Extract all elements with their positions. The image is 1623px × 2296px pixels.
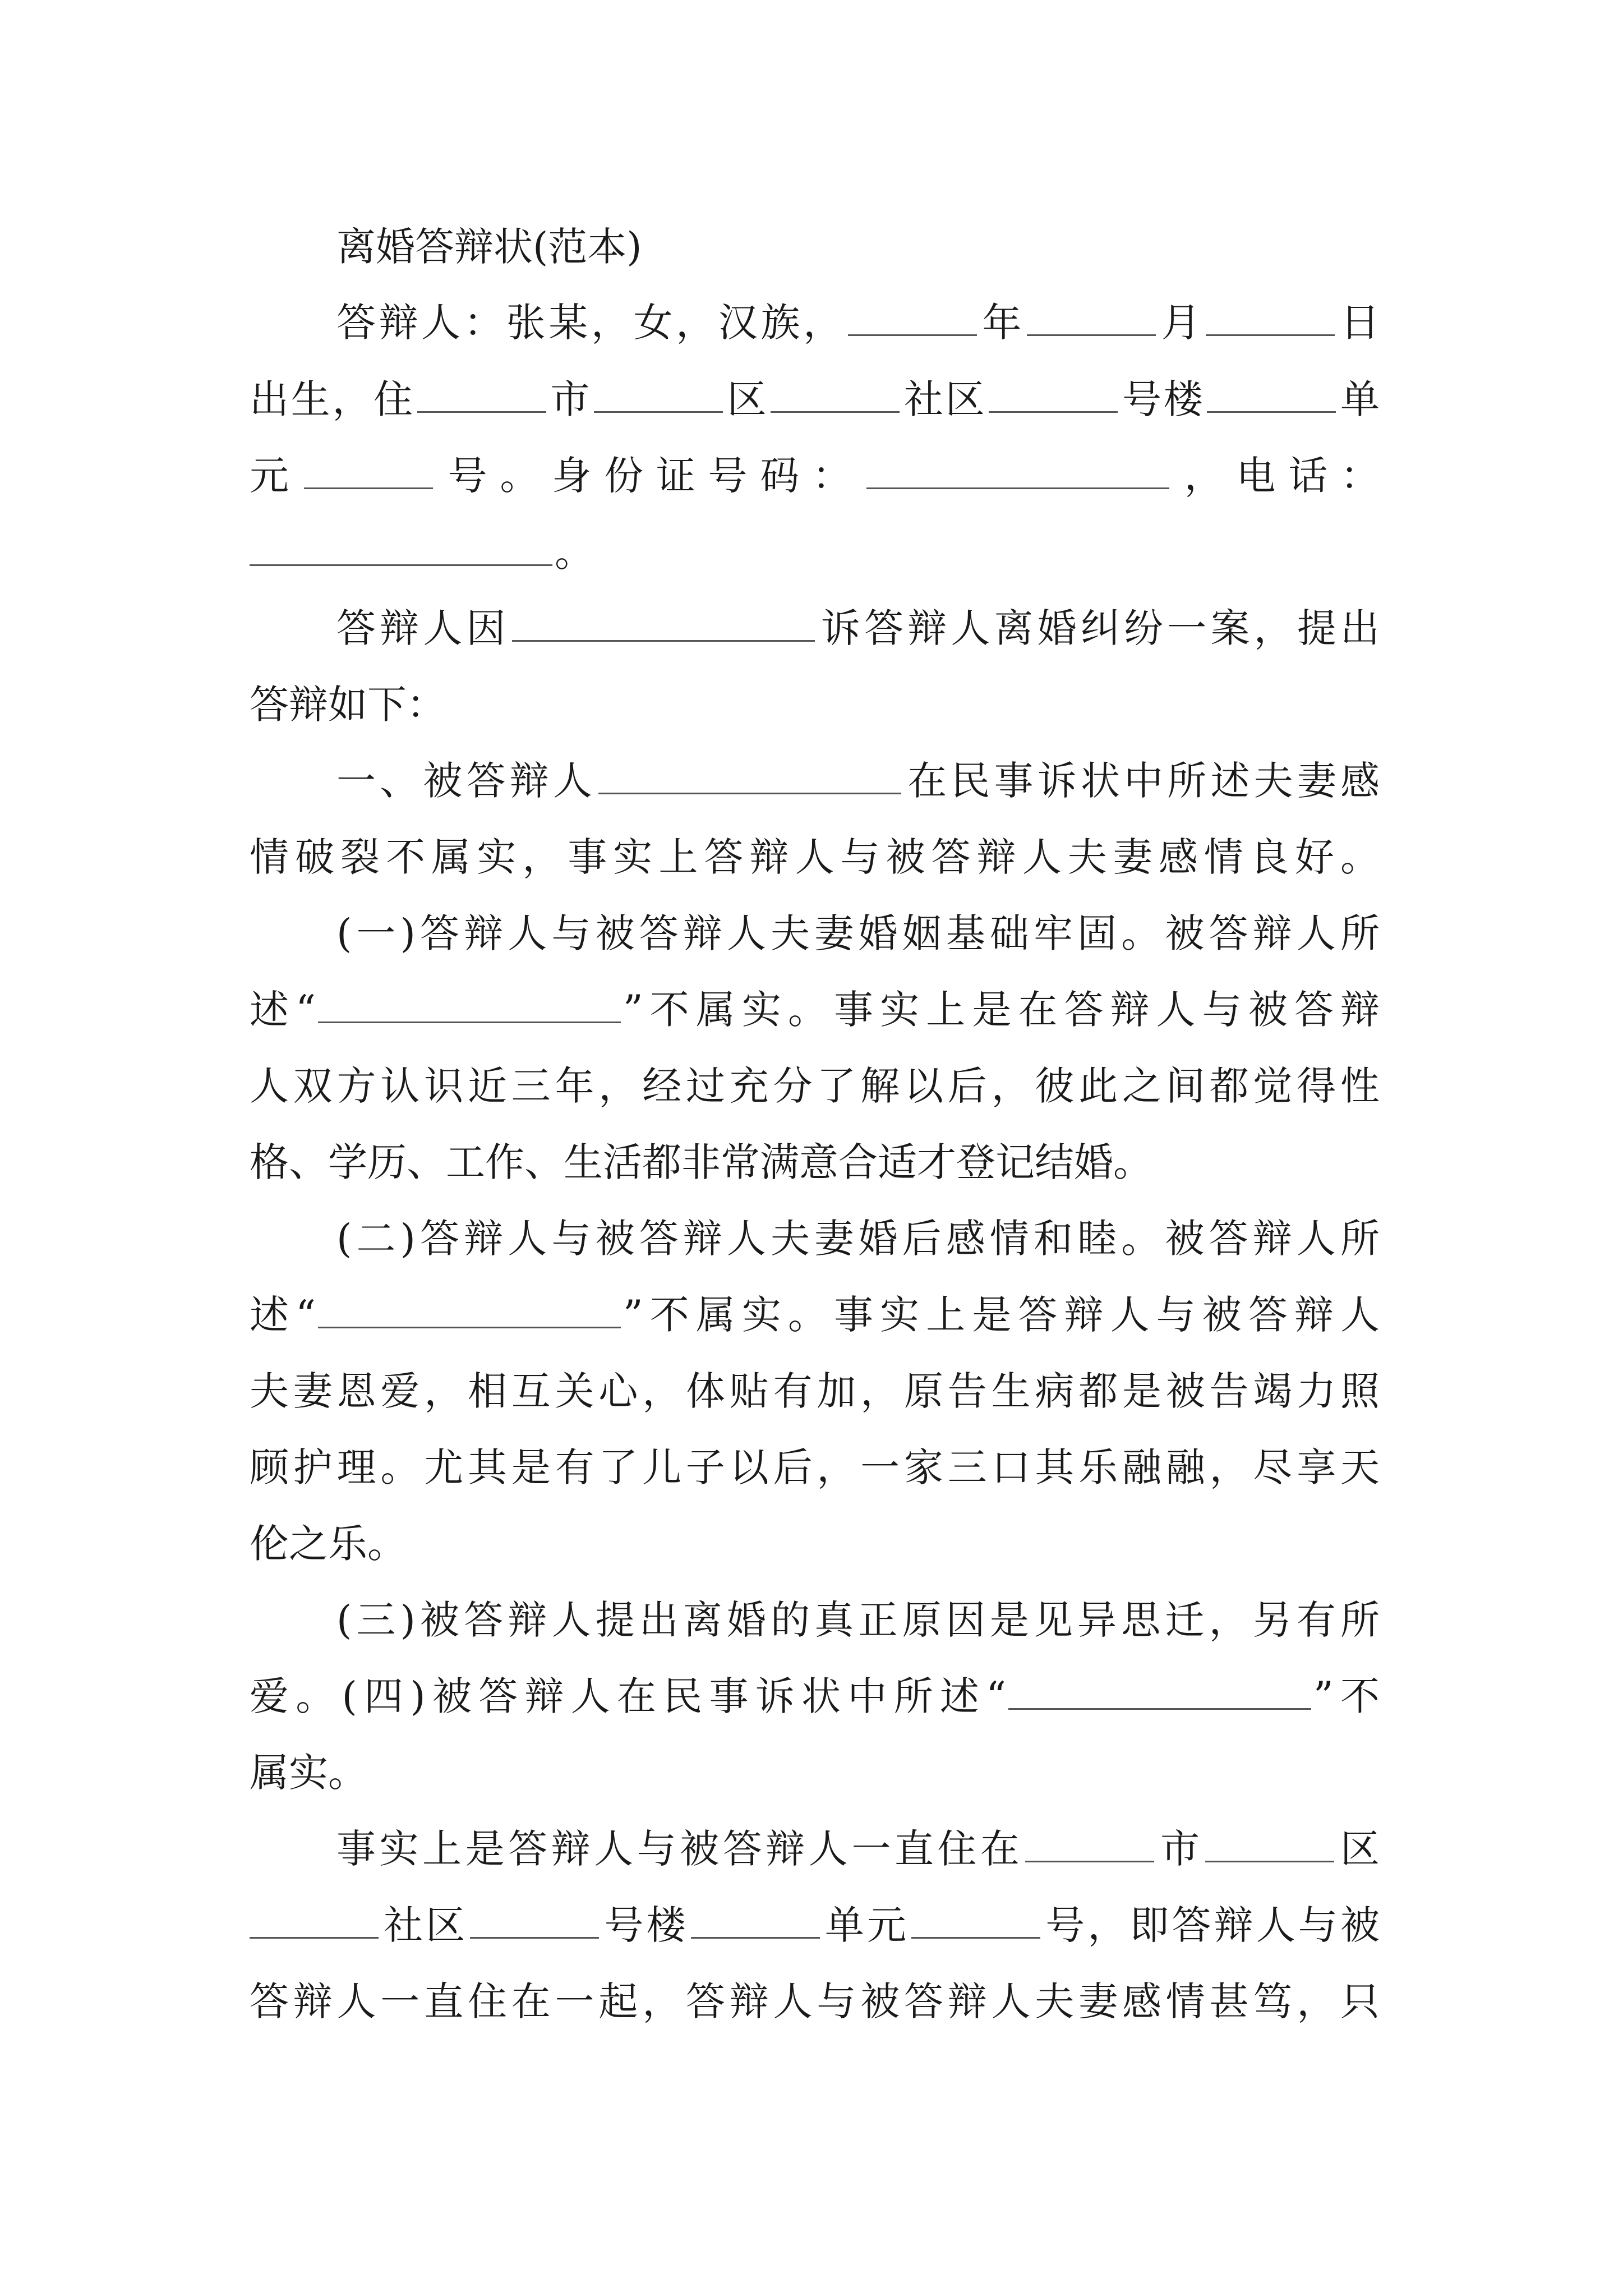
sub1-line-4: 格、学历、工作、生活都非常满意合适才登记结婚。 — [250, 1139, 1152, 1185]
point1-line-1: 一、被答辩人 在民事诉状中所述夫妻感 — [336, 758, 1380, 804]
blank-field — [989, 403, 1118, 413]
respondent-line-4: 。 — [250, 513, 1380, 592]
blank-field — [1025, 1853, 1154, 1862]
sub1-line-1: (一)答辩人与被答辩人夫妻婚姻基础牢固。被答辩人所 — [336, 910, 1380, 956]
sub2-line-5: 伦之乐。 — [250, 1521, 407, 1567]
blank-field — [250, 556, 552, 566]
blank-field — [866, 480, 1169, 489]
sub1-line-3: 人双方认识近三年，经过充分了解以后，彼此之间都觉得性 — [250, 1063, 1380, 1109]
blank-field — [1205, 1853, 1334, 1862]
sub2-line-3: 夫妻恩爱，相互关心，体贴有加，原告生病都是被告竭力照 — [250, 1368, 1380, 1414]
point1-line-2: 情破裂不属实，事实上答辩人与被答辩人夫妻感情良好。 — [250, 834, 1380, 880]
sub2-line-1: (二)答辩人与被答辩人夫妻婚后感情和睦。被答辩人所 — [336, 1216, 1380, 1262]
sub2-line-2: 述“ ”不属实。事实上是答辩人与被答辩人 — [250, 1292, 1380, 1338]
blank-field — [1008, 1700, 1311, 1710]
blank-field — [1207, 403, 1336, 413]
respondent-line-1: 答辩人：张某，女，汉族， 年 月 日 — [336, 300, 1380, 346]
document-title: 离婚答辩状(范本) — [336, 224, 642, 270]
respondent-line-2: 出生，住 市 区 社区 号楼 单 — [250, 376, 1380, 422]
intro-line-1: 答辩人因 诉答辩人离婚纠纷一案，提出 — [336, 605, 1380, 651]
blank-field — [304, 480, 433, 489]
respondent-line-3: 元 号。身份证号码： ，电话： — [250, 453, 1380, 499]
sub2-line-4: 顾护理。尤其是有了儿子以后，一家三口其乐融融，尽享天 — [250, 1444, 1380, 1490]
sub3-line-3: 属实。 — [250, 1750, 367, 1796]
blank-field — [1027, 326, 1156, 336]
sub1-line-2: 述“ ”不属实。事实上是在答辩人与被答辩 — [250, 987, 1380, 1033]
blank-field — [318, 1014, 621, 1023]
fact-line-3: 答辩人一直住在一起，答辩人与被答辩人夫妻感情甚笃，只 — [250, 1978, 1380, 2024]
blank-field — [250, 1929, 379, 1939]
blank-field — [512, 632, 815, 642]
intro-line-2: 答辩如下： — [250, 682, 446, 728]
blank-field — [691, 1929, 820, 1939]
blank-field — [911, 1929, 1040, 1939]
blank-field — [848, 326, 977, 336]
blank-field — [1206, 326, 1335, 336]
blank-field — [771, 403, 900, 413]
blank-field — [594, 403, 723, 413]
blank-field — [318, 1319, 621, 1328]
blank-field — [417, 403, 546, 413]
sub3-line-1: (三)被答辩人提出离婚的真正原因是见异思迁，另有所 — [336, 1597, 1380, 1643]
blank-field — [470, 1929, 599, 1939]
fact-line-2: 社区 号楼 单元 号，即答辩人与被 — [250, 1886, 1380, 1964]
fact-line-1: 事实上是答辩人与被答辩人一直住在 市 区 — [336, 1826, 1380, 1872]
blank-field — [598, 785, 901, 794]
sub3-line-2: 爱。(四)被答辩人在民事诉状中所述“ ”不 — [250, 1673, 1380, 1719]
